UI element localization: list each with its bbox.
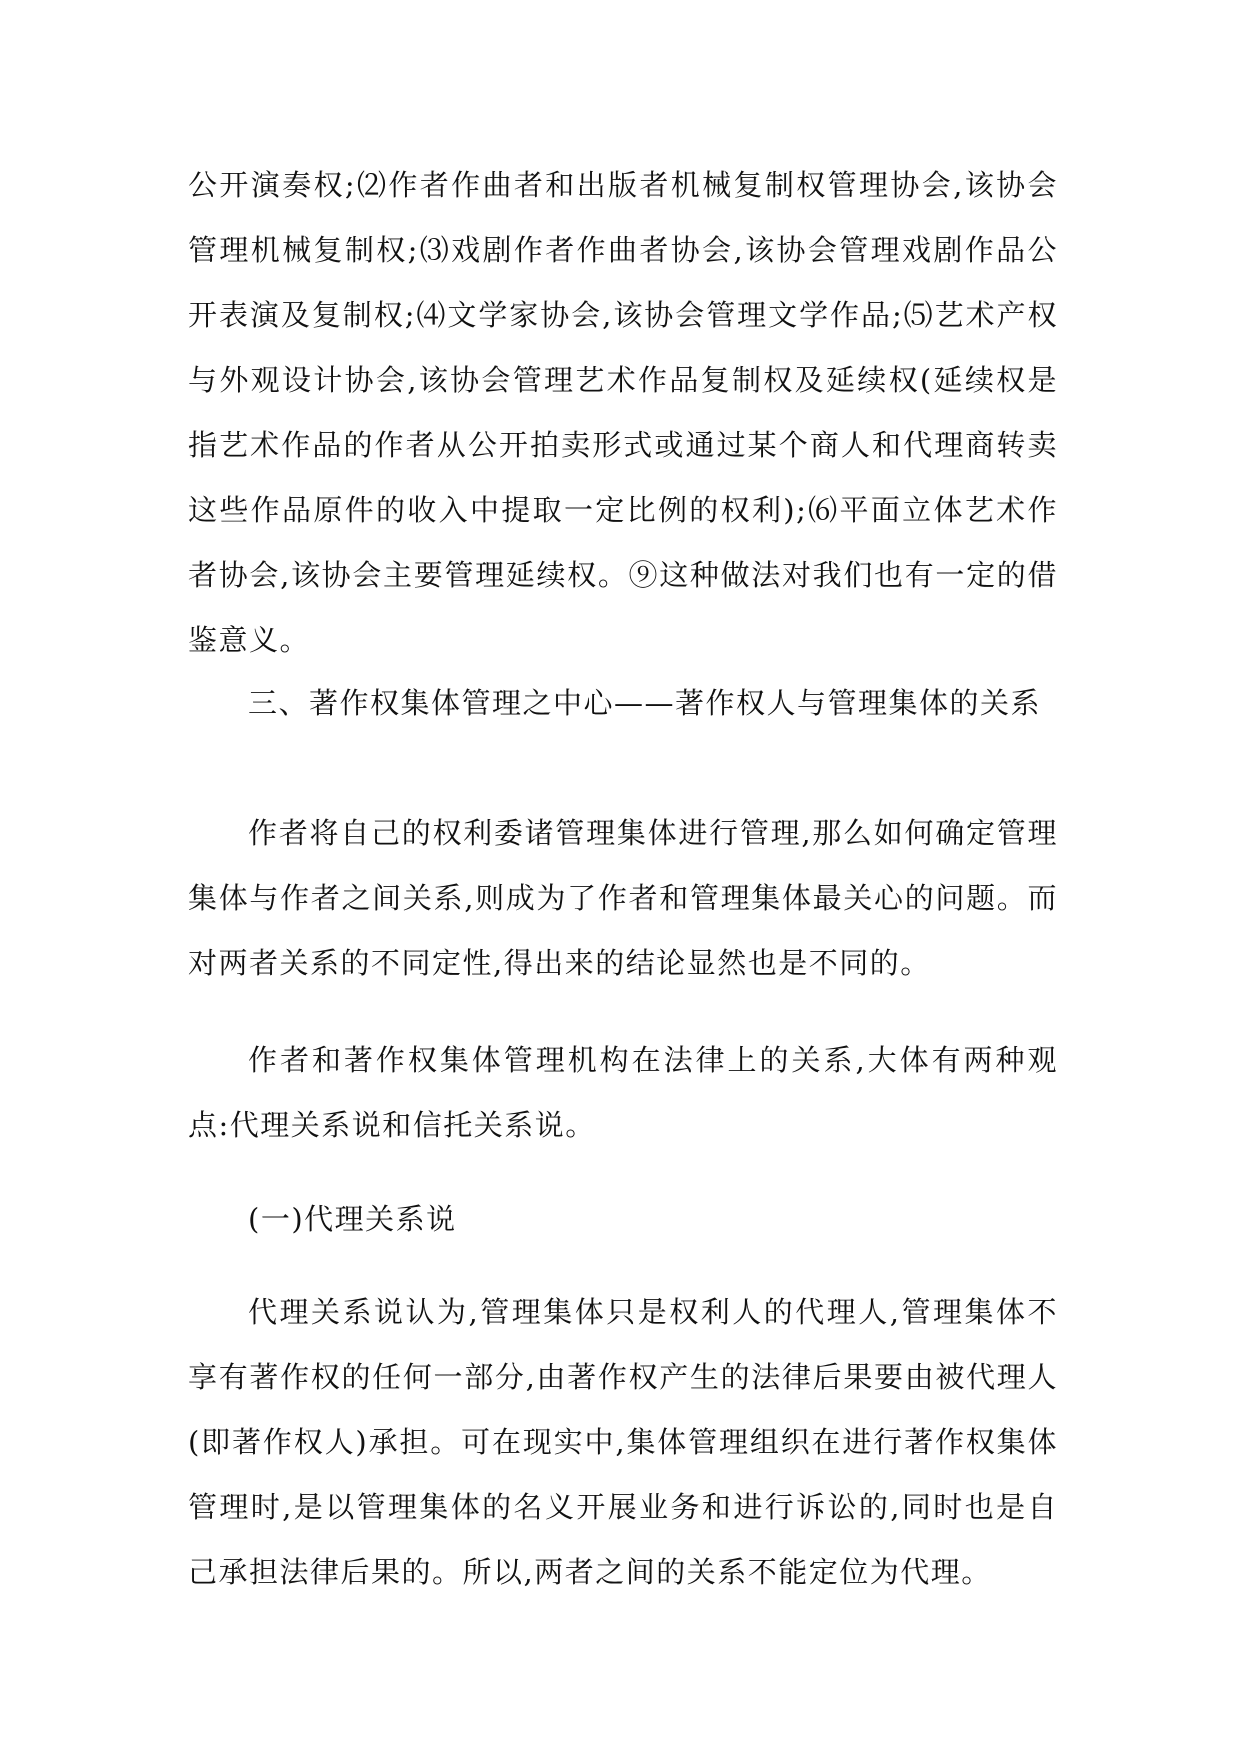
subheading-agency-theory: (一)代理关系说 [248, 1202, 457, 1236]
paragraph-relationship-intro: 作者将自己的权利委诸管理集体进行管理,那么如何确定管理集体与作者之间关系,则成为了作者和管理集体最关心的问题。而对两者关系的不同定性,得出来的结论显然也是不同的。 [188, 816, 1058, 980]
section-heading-three: 三、著作权集体管理之中心——著作权人与管理集体的关系 [248, 686, 1042, 720]
paragraph-collective-associations: 公开演奏权;⑵作者作曲者和出版者机械复制权管理协会,该协会管理机械复制权;⑶戏剧作者作曲者协会,该协会管理戏剧作品公开表演及复制权;⑷文学家协会,该协会管理文学作品;⑸艺术产权与外观设计协会,该协会管理艺术作品复制权及延续权(延续权是指艺术作品的作者从公开拍卖形式或通过某个商人和代理商转卖这些作品原件的收入中提取一定比例的权利);⑹平面立体艺术作者协会,该协会主要管理延续权。⑨这种做法对我们也有一定的借鉴意义。 [188, 168, 1058, 657]
paragraph-agency-theory: 代理关系说认为,管理集体只是权利人的代理人,管理集体不享有著作权的任何一部分,由著作权产生的法律后果要由被代理人(即著作权人)承担。可在现实中,集体管理组织在进行著作权集体管理时,是以管理集体的名义开展业务和进行诉讼的,同时也是自己承担法律后果的。所以,两者之间的关系不能定位为代理。 [188, 1295, 1058, 1589]
paragraph-two-views: 作者和著作权集体管理机构在法律上的关系,大体有两种观点:代理关系说和信托关系说。 [188, 1043, 1058, 1142]
